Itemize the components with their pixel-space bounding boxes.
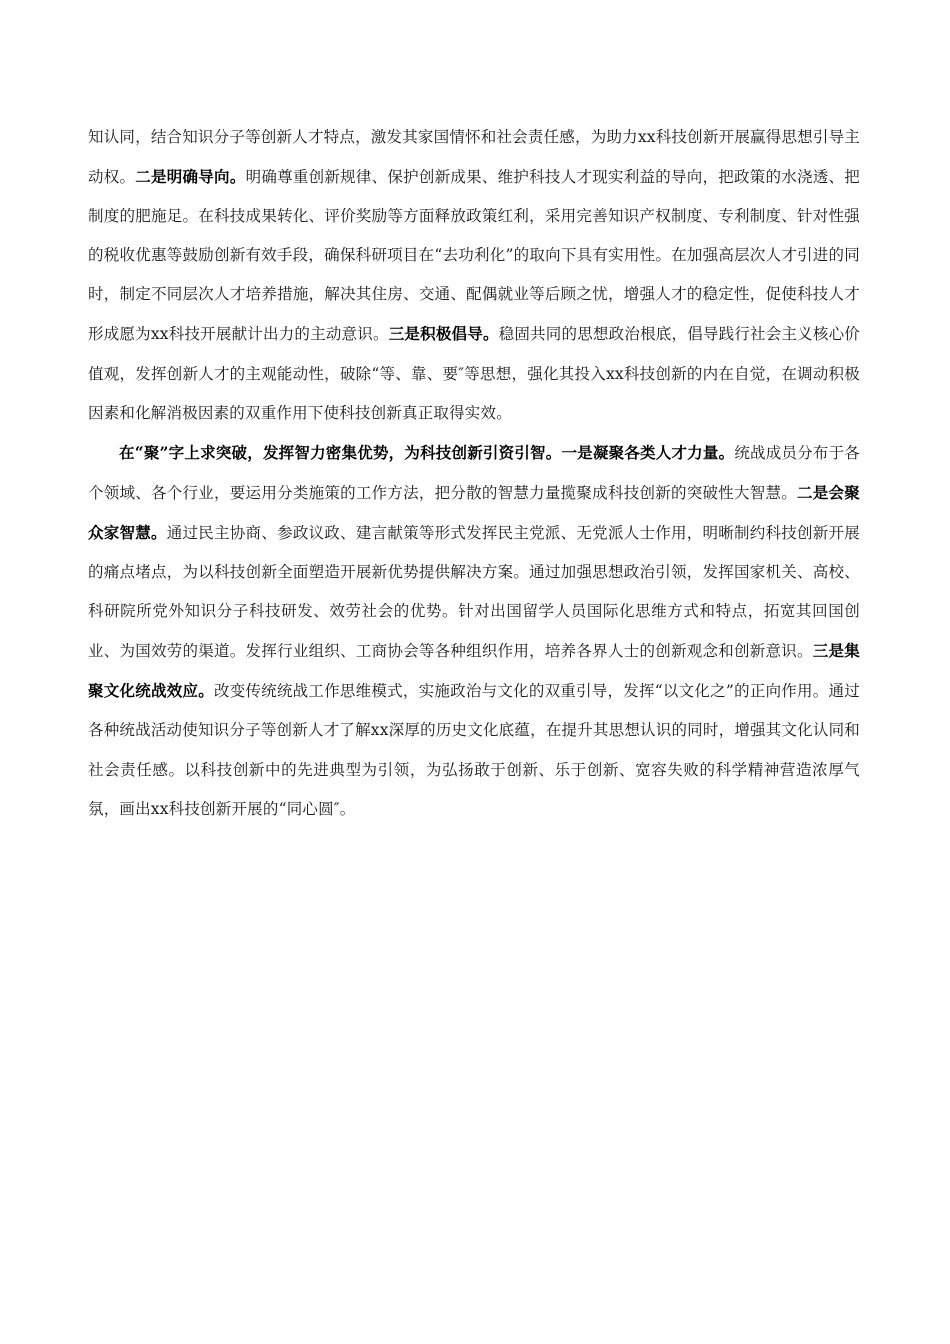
paragraph-1-heading-3: 三是积极倡导。: [388, 324, 499, 344]
paragraph-2-text-3: 改变传统统战工作思维模式，实施政治与文化的双重引导，发挥“以文化之”的正向作用。通过各种统战活动使知识分子等创新人才了解xx深厚的历史文化底蕴，在提升其思想认识的同时，增强其文化认同和社会责任感。以科技创新中的先进典型为引领，为弘扬敢于创新、乐于创新、宽容失败的科学精神营造浓厚气氛，画出xx科技创新开展的“同心圆″。: [88, 682, 860, 818]
paragraph-2: [88, 433, 860, 829]
paragraph-2-heading-3: 三是集聚文化统战效应。: [88, 641, 860, 701]
paragraph-1: [88, 118, 860, 433]
paragraph-2-heading-1: 在“聚”字上求突破，发挥智力密集优势，为科技创新引资引智。一是凝聚各类人才力量。: [119, 442, 735, 462]
paragraph-1-text-2: 明确尊重创新规律、保护创新成果、维护科技人才现实利益的导向，把政策的水浇透、把制度的肥施足。在科技成果转化、评价奖励等方面释放政策红利，采用完善知识产权制度、专利制度、针对性强的税收优惠等鼓励创新有效手段，确保科研项目在“去功利化”的取向下具有实用性。在加强高层次人才引进的同时，制定不同层次人才培养措施，解决其住房、交通、配偶就业等后顾之忧，增强人才的稳定性，促使科技人才形成愿为xx科技开展献计出力的主动意识。: [88, 168, 860, 344]
paragraph-2-heading-2: 二是会聚众家智慧。: [88, 482, 860, 542]
document-body: [88, 118, 860, 829]
paragraph-2-text-2: 通过民主协商、参政议政、建言献策等形式发挥民主党派、无党派人士作用，明晰制约科技创新开展的痛点堵点，为以科技创新全面塑造开展新优势提供解决方案。通过加强思想政治引领，发挥国家机关、高校、科研院所党外知识分子科技研发、效劳社会的优势。针对出国留学人员国际化思维方式和特点，拓宽其回国创业、为国效劳的渠道。发挥行业组织、工商协会等各种组织作用，培养各界人士的创新观念和创新意识。: [88, 523, 860, 661]
paragraph-1-text-3: 稳固共同的思想政治根底，倡导践行社会主义核心价值观，发挥创新人才的主观能动性，破除“等、靠、要″等思想，强化其投入xx科技创新的内在自觉，在调动积极因素和化解消极因素的双重作用下使科技创新真正取得实效。: [88, 325, 861, 422]
paragraph-1-text: 知认同，结合知识分子等创新人才特点，激发其家国情怀和社会责任感，为助力xx科技创新开展赢得思想引导主动权。: [88, 128, 860, 187]
paragraph-1-heading-2: 二是明确导向。: [135, 167, 246, 187]
paragraph-2-text-1: 统战成员分布于各个领域、各个行业，要运用分类施策的工作方法，把分散的智慧力量揽聚成科技创新的突破性大智慧。: [88, 443, 860, 502]
